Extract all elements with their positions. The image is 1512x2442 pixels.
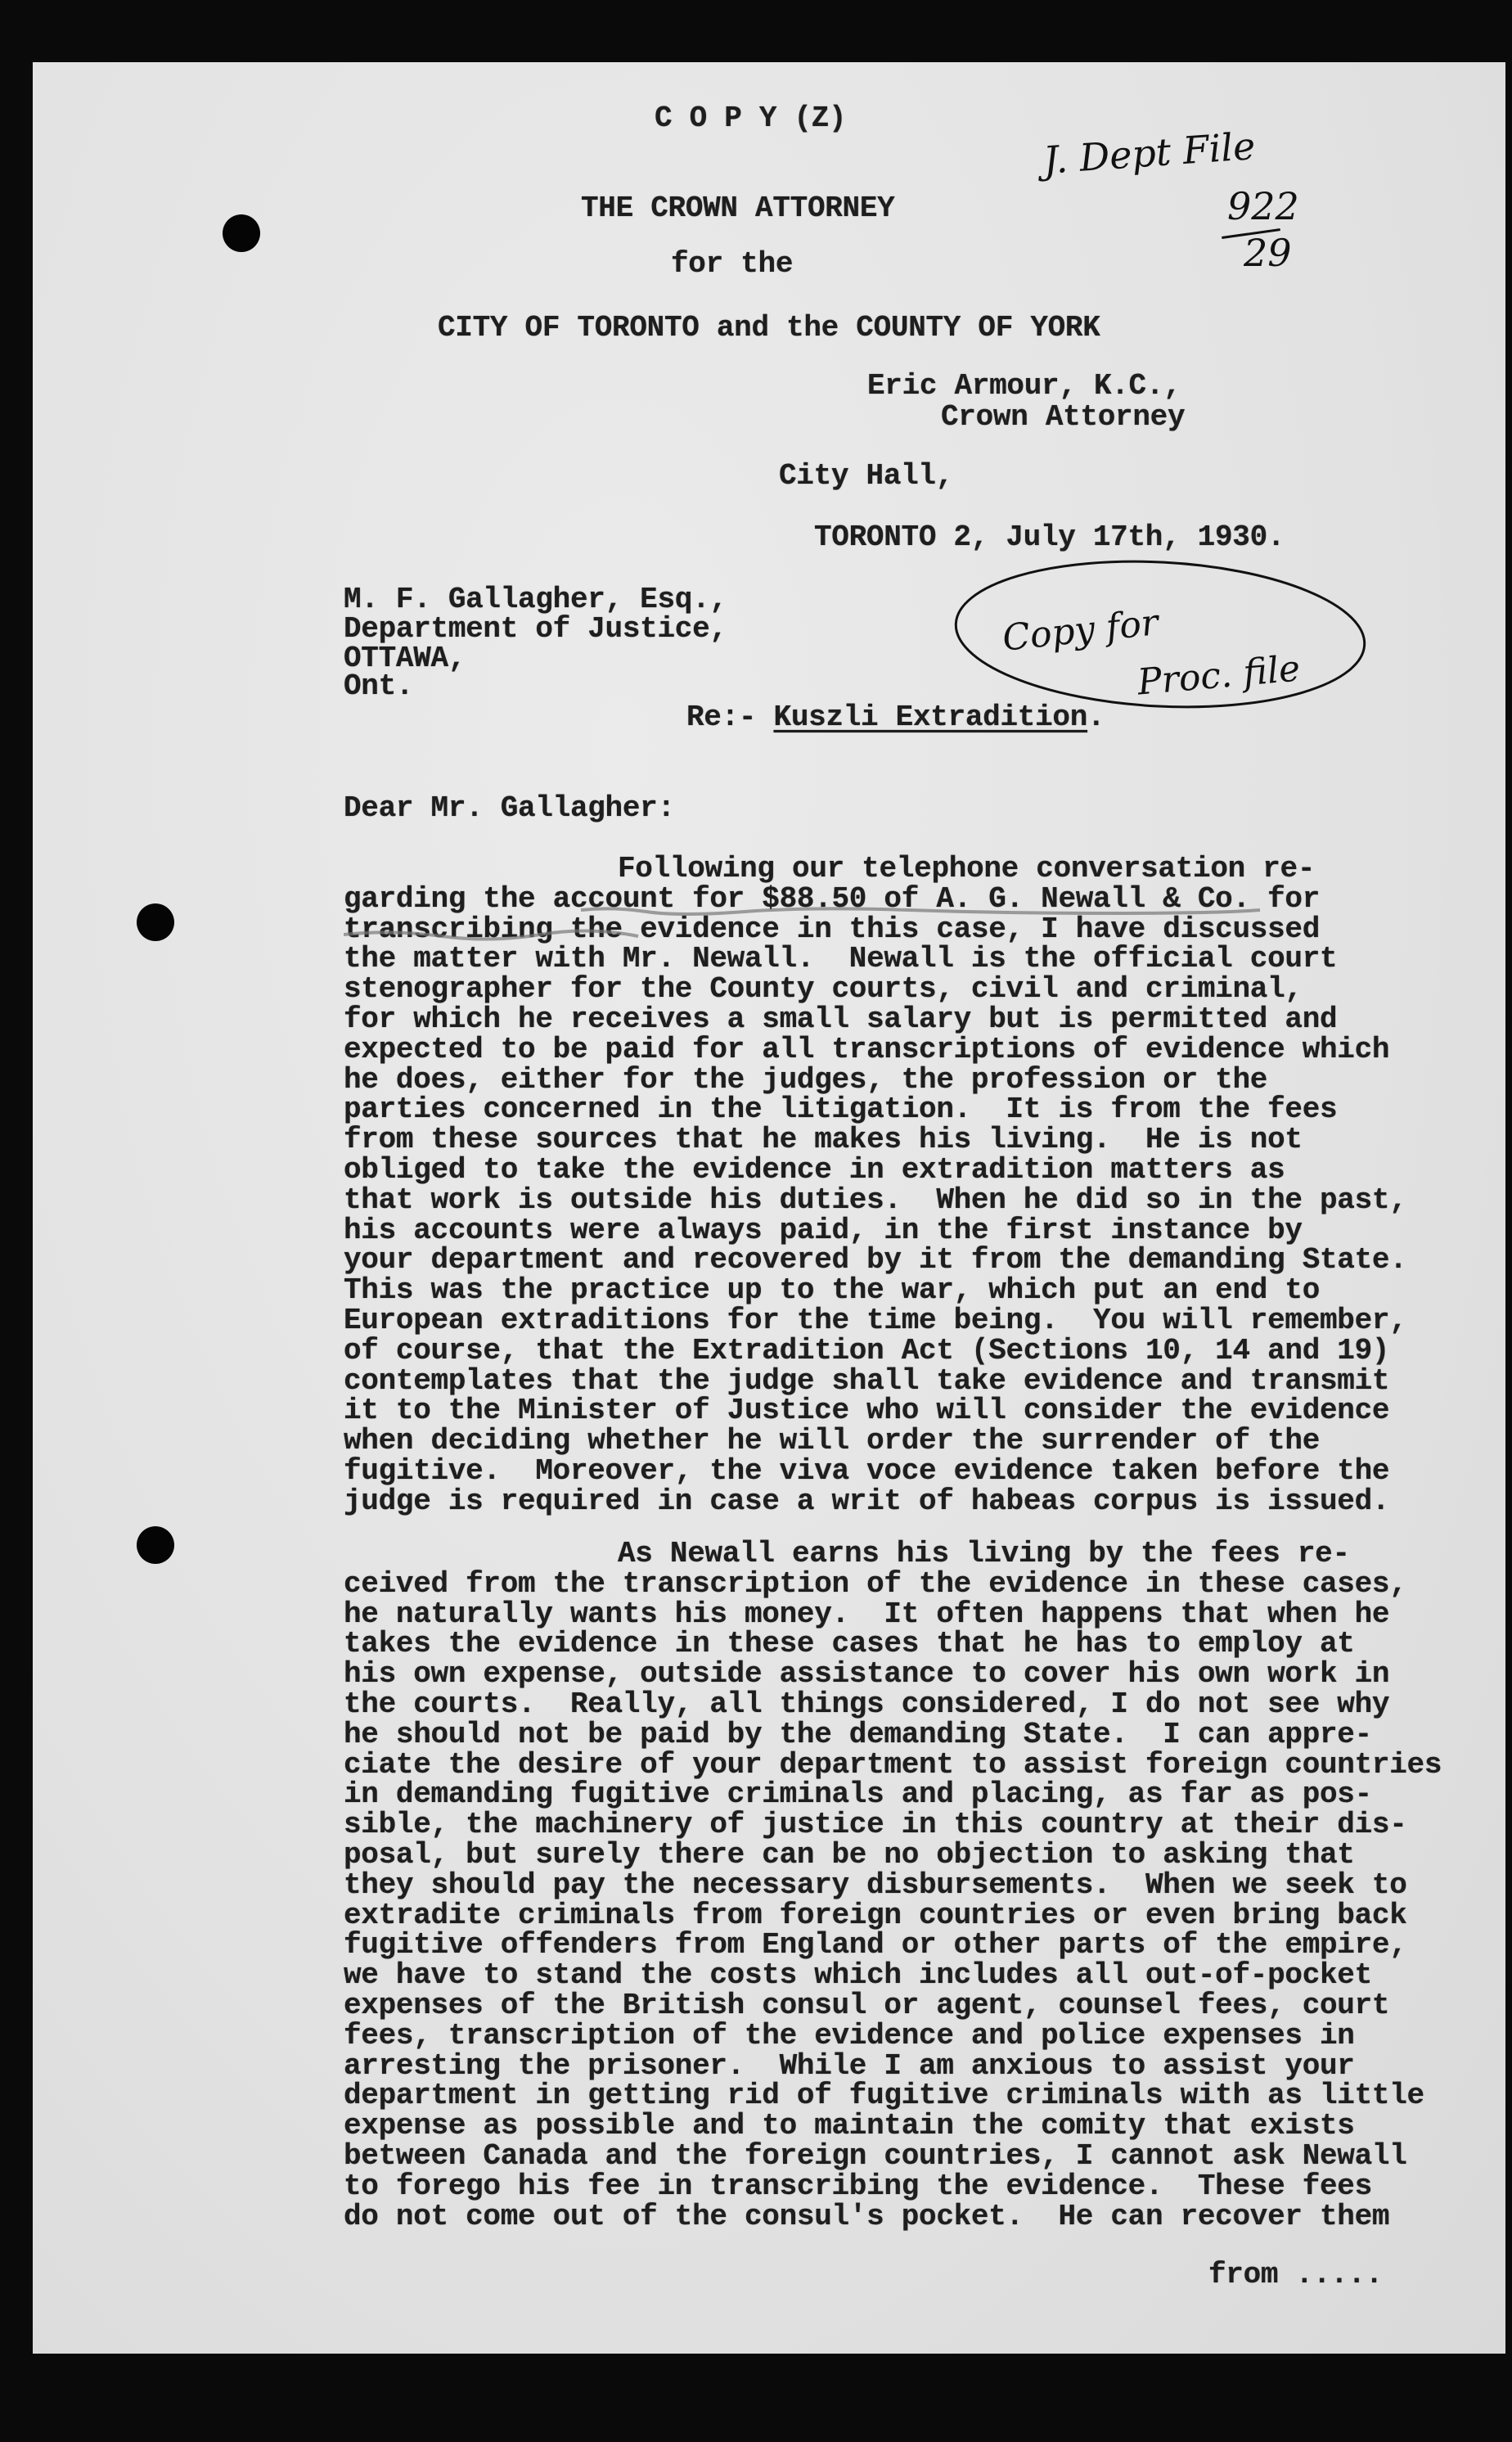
paragraph-line: from these sources that he makes his living. He is not: [344, 1123, 1303, 1157]
paragraph-line: do not come out of the consul's pocket. He can recover them: [344, 2199, 1390, 2233]
pencil-underline: [344, 892, 1407, 957]
sender-title: Crown Attorney: [941, 400, 1186, 434]
sender-address: City Hall,: [779, 459, 954, 493]
salutation: Dear Mr. Gallagher:: [344, 791, 675, 825]
paragraph-line: European extraditions for the time being. You will remember,: [344, 1303, 1407, 1337]
paragraph-line: they should pay the necessary disbursements. When we seek to: [344, 1868, 1407, 1902]
recipient-line: Ont.: [344, 669, 414, 703]
paragraph-line: department in getting rid of fugitive criminals with as little: [344, 2079, 1424, 2113]
recipient-line: Department of Justice,: [344, 612, 727, 646]
paragraph-line: the courts. Really, all things considered, I do not see why: [344, 1687, 1390, 1721]
paragraph-line: This was the practice up to the war, which put an end to: [344, 1273, 1320, 1308]
punch-hole: [137, 1526, 174, 1564]
paragraph-line: expected to be paid for all transcriptions of evidence which: [344, 1032, 1390, 1066]
paragraph-line: transcribing the evidence in this case, I have discussed: [344, 912, 1320, 946]
letterhead-office: THE CROWN ATTORNEY: [581, 191, 895, 225]
subject-prefix: Re:-: [686, 701, 774, 734]
paragraph-line: extradite criminals from foreign countries or even bring back: [344, 1898, 1407, 1932]
paragraph-line: stenographer for the County courts, civil and criminal,: [344, 972, 1303, 1007]
paragraph-line: his own expense, outside assistance to cover his own work in: [344, 1657, 1390, 1692]
paragraph-line: expense as possible and to maintain the comity that exists: [344, 2109, 1355, 2143]
punch-hole: [223, 214, 260, 252]
continuation-marker: from .....: [1208, 2258, 1384, 2291]
handwritten-copy-for: Copy for: [1000, 601, 1161, 660]
paragraph-line: obliged to take the evidence in extradition matters as: [344, 1152, 1285, 1187]
paragraph-line: of course, that the Extradition Act (Sections 10, 14 and 19): [344, 1333, 1390, 1367]
paragraph-line: fugitive. Moreover, the viva voce evidence taken before the: [344, 1453, 1390, 1488]
paragraph-line: ceived from the transcription of the evidence in these cases,: [344, 1566, 1407, 1601]
paragraph-line: the matter with Mr. Newall. Newall is the official court: [344, 942, 1338, 976]
paragraph-line: it to the Minister of Justice who will consider the evidence: [344, 1394, 1390, 1428]
letterhead-jurisdiction: CITY OF TORONTO and the COUNTY OF YORK: [438, 311, 1100, 345]
paragraph-line: ciate the desire of your department to assist foreign countries: [344, 1747, 1442, 1782]
paragraph-line: takes the evidence in these cases that he has to employ at: [344, 1627, 1355, 1661]
paragraph-line: he does, either for the judges, the profession or the: [344, 1062, 1268, 1097]
body-paragraph: [344, 1539, 1442, 2232]
handwritten-file-number-top: 922: [1227, 184, 1299, 228]
subject-text: Kuszli Extradition: [773, 701, 1087, 734]
subject-suffix: .: [1087, 701, 1105, 734]
handwritten-file-number-bottom: 29: [1244, 231, 1292, 275]
paragraph-line: fees, transcription of the evidence and police expenses in: [344, 2018, 1355, 2052]
paragraph-line: for which he receives a small salary but is permitted and: [344, 1002, 1338, 1036]
paragraph-line: your department and recovered by it from the demanding State.: [344, 1243, 1407, 1277]
paragraph-line: parties concerned in the litigation. It is from the fees: [344, 1093, 1338, 1127]
paragraph-line: Following our telephone conversation re-: [618, 852, 1316, 885]
sender-name: Eric Armour, K.C.,: [867, 369, 1181, 403]
copy-mark: C O P Y (Z): [655, 101, 847, 135]
paragraph-line: As Newall earns his living by the fees re-: [618, 1537, 1350, 1570]
paragraph-line: we have to stand the costs which includes all out-of-pocket: [344, 1958, 1372, 1993]
paragraph-line: contemplates that the judge shall take evidence and transmit: [344, 1363, 1390, 1398]
letterhead-for-the: for the: [671, 247, 794, 281]
paragraph-line: in demanding fugitive criminals and placing, as far as pos-: [344, 1777, 1372, 1812]
subject-line: [686, 703, 1105, 732]
paragraph-line: to forego his fee in transcribing the evidence. These fees: [344, 2169, 1372, 2203]
paragraph-line: between Canada and the foreign countries, I cannot ask Newall: [344, 2138, 1407, 2173]
recipient-line: M. F. Gallagher, Esq.,: [344, 583, 727, 616]
paragraph-line: sible, the machinery of justice in this country at their dis-: [344, 1808, 1407, 1842]
handwritten-proc-file: Proc. file: [1136, 647, 1303, 704]
punch-hole: [137, 903, 174, 941]
paragraph-line: arresting the prisoner. While I am anxious to assist your: [344, 2048, 1355, 2083]
paragraph-line: fugitive offenders from England or other parts of the empire,: [344, 1928, 1407, 1962]
paragraph-line: posal, but surely there can be no objection to asking that: [344, 1837, 1355, 1872]
paragraph-line: that work is outside his duties. When he did so in the past,: [344, 1183, 1407, 1217]
handwritten-file-note: J. Dept File: [1042, 124, 1257, 182]
paragraph-line: his accounts were always paid, in the first instance by: [344, 1213, 1303, 1247]
paragraph-line: he should not be paid by the demanding State. I can appre-: [344, 1717, 1372, 1751]
paragraph-line: he naturally wants his money. It often happens that when he: [344, 1597, 1390, 1631]
paragraph-line: expenses of the British consul or agent, counsel fees, court: [344, 1988, 1390, 2022]
paragraph-line: when deciding whether he will order the surrender of the: [344, 1424, 1320, 1458]
paragraph-line: garding the account for $88.50 of A. G. Newall & Co. for: [344, 881, 1320, 916]
recipient-line: OTTAWA,: [344, 642, 466, 675]
place-date: TORONTO 2, July 17th, 1930.: [814, 520, 1285, 554]
paragraph-line: judge is required in case a writ of habeas corpus is issued.: [344, 1484, 1390, 1518]
